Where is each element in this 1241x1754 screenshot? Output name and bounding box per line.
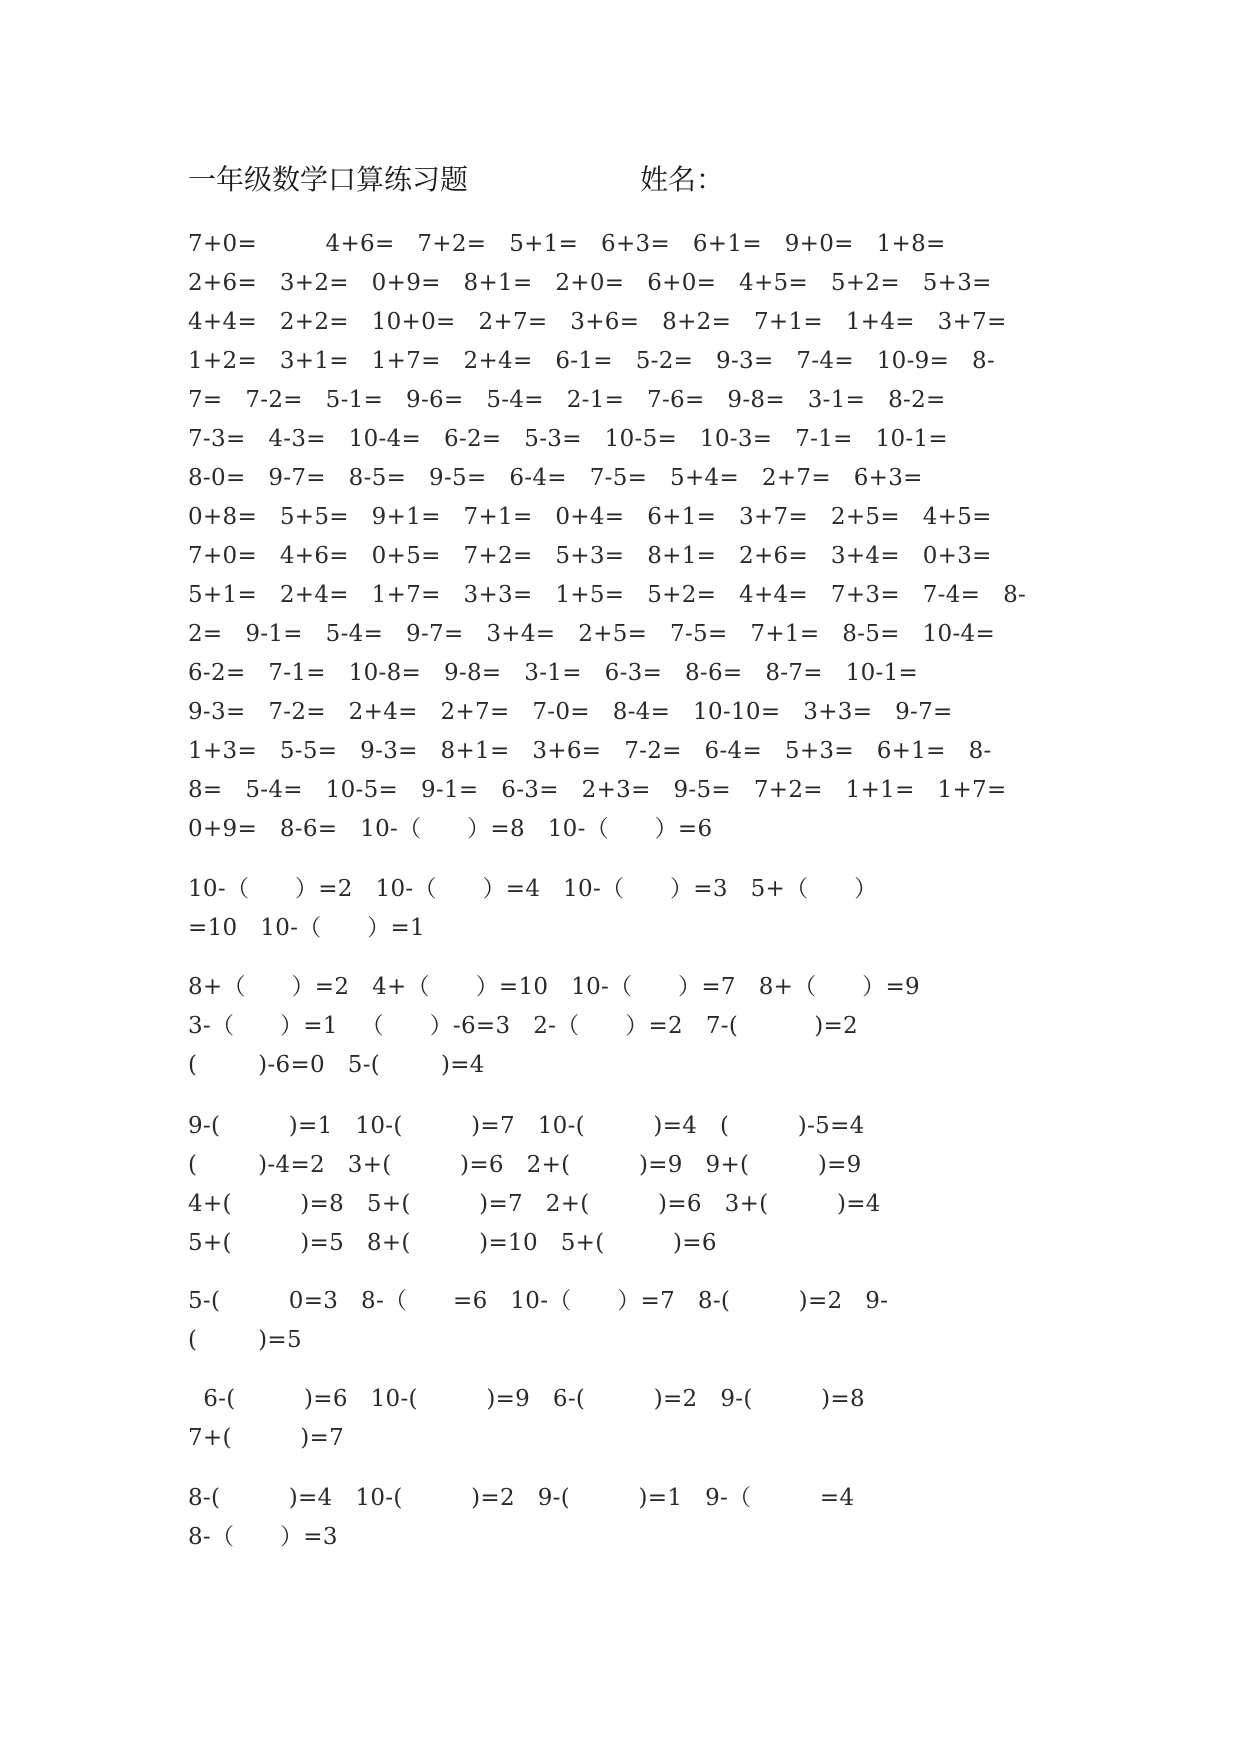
exercise-line: 9-3= 7-2= 2+4= 2+7= 7-0= 8-4= 10-10= 3+3= 9-7=	[188, 699, 953, 725]
addition-subtraction-block	[188, 225, 1058, 849]
exercise-line: 8-0= 9-7= 8-5= 9-5= 6-4= 7-5= 5+4= 2+7= 6+3=	[188, 465, 923, 491]
exercise-line: 5+1= 2+4= 1+7= 3+3= 1+5= 5+2= 4+4= 7+3= 7-4= 8-	[188, 582, 1027, 608]
fill-blank-block-3	[188, 1107, 1058, 1263]
exercise-line: 4+( )=8 5+( )=7 2+( )=6 3+( )=4	[188, 1191, 881, 1217]
exercise-line: 7-3= 4-3= 10-4= 6-2= 5-3= 10-5= 10-3= 7-1= 10-1=	[188, 426, 948, 452]
exercise-line: =10 10-（ ）=1	[188, 915, 425, 941]
page-title: 一年级数学口算练习题	[188, 163, 469, 196]
exercise-line: 1+2= 3+1= 1+7= 2+4= 6-1= 5-2= 9-3= 7-4= 10-9= 8-	[188, 348, 996, 374]
exercise-line: 6-2= 7-1= 10-8= 9-8= 3-1= 6-3= 8-6= 8-7= 10-1=	[188, 660, 919, 686]
exercise-line: 1+3= 5-5= 9-3= 8+1= 3+6= 7-2= 6-4= 5+3= 6+1= 8-	[188, 738, 992, 764]
exercise-line: 3-（ ）=1 （ ）-6=3 2-（ ）=2 7-( )=2	[188, 1013, 858, 1039]
fill-blank-block-1	[188, 870, 1058, 948]
fill-blank-block-6	[188, 1479, 1058, 1557]
exercise-line: 7+( )=7	[188, 1425, 345, 1451]
exercise-line: 0+9= 8-6= 10-（ ）=8 10-（ ）=6	[188, 816, 713, 842]
fill-blank-block-5	[188, 1380, 1058, 1458]
exercise-line: 0+8= 5+5= 9+1= 7+1= 0+4= 6+1= 3+7= 2+5= 4+5=	[188, 504, 992, 530]
exercise-line: 7= 7-2= 5-1= 9-6= 5-4= 2-1= 7-6= 9-8= 3-1= 8-2=	[188, 387, 946, 413]
exercise-line: 8-（ ）=3	[188, 1524, 338, 1550]
exercise-line: ( )-4=2 3+( )=6 2+( )=9 9+( )=9	[188, 1152, 862, 1178]
exercise-line: 6-( )=6 10-( )=9 6-( )=2 9-( )=8	[188, 1386, 865, 1412]
exercise-line: 7+0= 4+6= 7+2= 5+1= 6+3= 6+1= 9+0= 1+8=	[188, 231, 946, 257]
exercise-line: 8+（ ）=2 4+（ ）=10 10-（ ）=7 8+（ ）=9	[188, 974, 920, 1000]
name-label: 姓名：	[640, 163, 725, 196]
exercise-line: 10-（ ）=2 10-（ ）=4 10-（ ）=3 5+（ ）	[188, 876, 878, 902]
exercise-line: ( )=5	[188, 1327, 302, 1353]
exercise-line: 7+0= 4+6= 0+5= 7+2= 5+3= 8+1= 2+6= 3+4= 0+3=	[188, 543, 992, 569]
exercise-line: 9-( )=1 10-( )=7 10-( )=4 ( )-5=4	[188, 1113, 865, 1139]
exercise-line: 2+6= 3+2= 0+9= 8+1= 2+0= 6+0= 4+5= 5+2= 5+3=	[188, 270, 992, 296]
exercise-line: 8-( )=4 10-( )=2 9-( )=1 9-（ =4	[188, 1485, 855, 1511]
header	[188, 158, 725, 198]
exercise-line: 8= 5-4= 10-5= 9-1= 6-3= 2+3= 9-5= 7+2= 1+1= 1+7=	[188, 777, 1007, 803]
exercise-line: 2= 9-1= 5-4= 9-7= 3+4= 2+5= 7-5= 7+1= 8-5= 10-4=	[188, 621, 996, 647]
exercise-line: 5-( 0=3 8-（ =6 10-（ ）=7 8-( )=2 9-	[188, 1288, 889, 1314]
exercise-line: ( )-6=0 5-( )=4	[188, 1052, 485, 1078]
fill-blank-block-2	[188, 968, 1058, 1085]
exercise-line: 4+4= 2+2= 10+0= 2+7= 3+6= 8+2= 7+1= 1+4= 3+7=	[188, 309, 1007, 335]
exercise-line: 5+( )=5 8+( )=10 5+( )=6	[188, 1230, 717, 1256]
fill-blank-block-4	[188, 1282, 1058, 1360]
